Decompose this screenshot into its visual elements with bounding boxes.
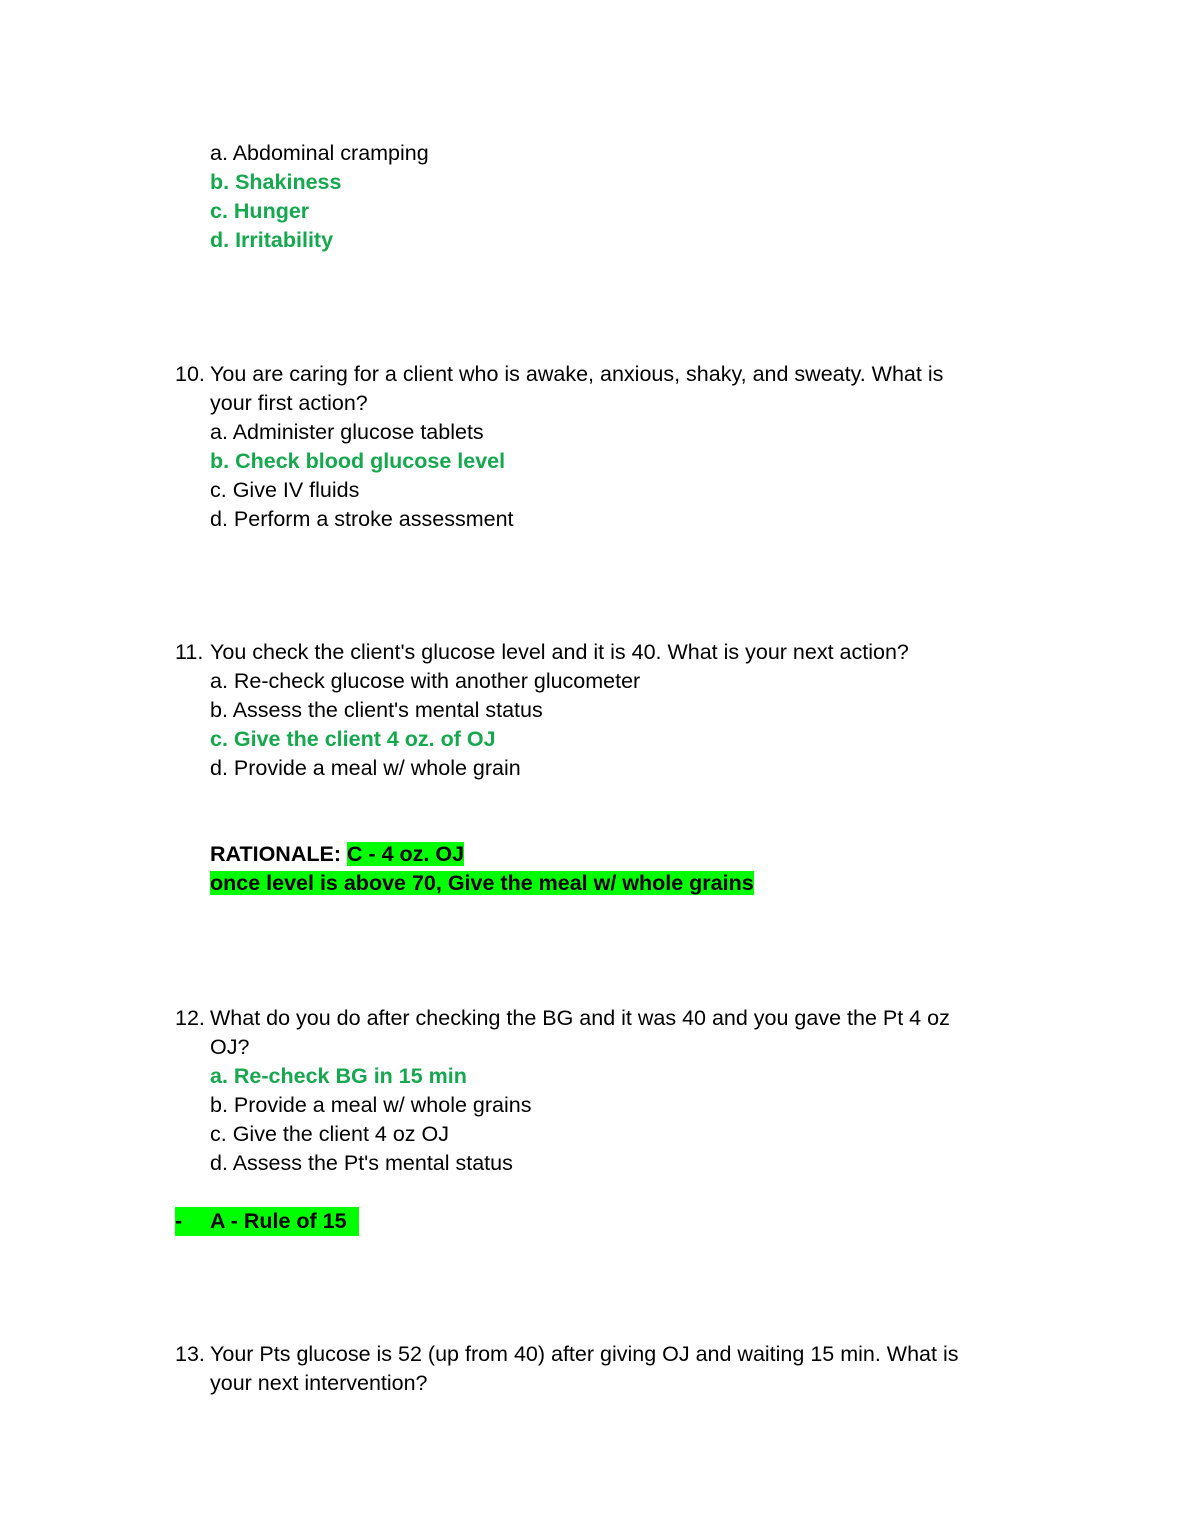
q9-option-b: b. Shakiness	[210, 170, 342, 194]
q11-number: 11.	[175, 640, 204, 664]
q9-option-d: d. Irritability	[210, 228, 334, 252]
rationale-answer-highlight: C - 4 oz. OJ	[346, 842, 465, 866]
q12-stem-line1: What do you do after checking the BG and it was 40 and you gave the Pt 4 oz	[210, 1006, 950, 1030]
q12-option-a: a. Re-check BG in 15 min	[210, 1064, 467, 1088]
rationale-label: RATIONALE:	[210, 842, 341, 866]
q11-rationale-line2	[210, 869, 754, 898]
q12-number: 12.	[175, 1006, 205, 1030]
q11-option-c: c. Give the client 4 oz. of OJ	[210, 727, 496, 751]
q10-option-a: a. Administer glucose tablets	[210, 420, 484, 444]
q11-rationale	[210, 840, 464, 869]
q13-stem-line1: Your Pts glucose is 52 (up from 40) after giving OJ and waiting 15 min. What is	[210, 1342, 959, 1366]
q11-option-b: b. Assess the client's mental status	[210, 698, 543, 722]
q11-option-a: a. Re-check glucose with another glucometer	[210, 669, 641, 693]
q10-stem-line2: your first action?	[210, 391, 368, 415]
q12-note-bullet: -	[175, 1209, 183, 1233]
q12-option-c: c. Give the client 4 oz OJ	[210, 1122, 449, 1146]
q9-option-c: c. Hunger	[210, 199, 310, 223]
q11-option-d: d. Provide a meal w/ whole grain	[210, 756, 521, 780]
q12-option-b: b. Provide a meal w/ whole grains	[210, 1093, 532, 1117]
q10-number: 10.	[175, 362, 205, 386]
q12-option-d: d. Assess the Pt's mental status	[210, 1151, 513, 1175]
q11-stem-line1: You check the client's glucose level and it is 40. What is your next action?	[210, 640, 909, 664]
q10-option-c: c. Give IV fluids	[210, 478, 360, 502]
q10-stem-line1: You are caring for a client who is awake, anxious, shaky, and sweaty. What is	[210, 362, 944, 386]
rationale-explanation-highlight: once level is above 70, Give the meal w/ whole grains	[210, 871, 754, 895]
q9-option-a: a. Abdominal cramping	[210, 141, 429, 165]
q10-option-b: b. Check blood glucose level	[210, 449, 506, 473]
q12-note-text: A - Rule of 15	[210, 1209, 347, 1233]
q13-number: 13.	[175, 1342, 205, 1366]
q13-stem-line2: your next intervention?	[210, 1371, 428, 1395]
q12-stem-line2: OJ?	[210, 1035, 250, 1059]
q10-option-d: d. Perform a stroke assessment	[210, 507, 514, 531]
q12-note-highlight	[175, 1207, 359, 1236]
